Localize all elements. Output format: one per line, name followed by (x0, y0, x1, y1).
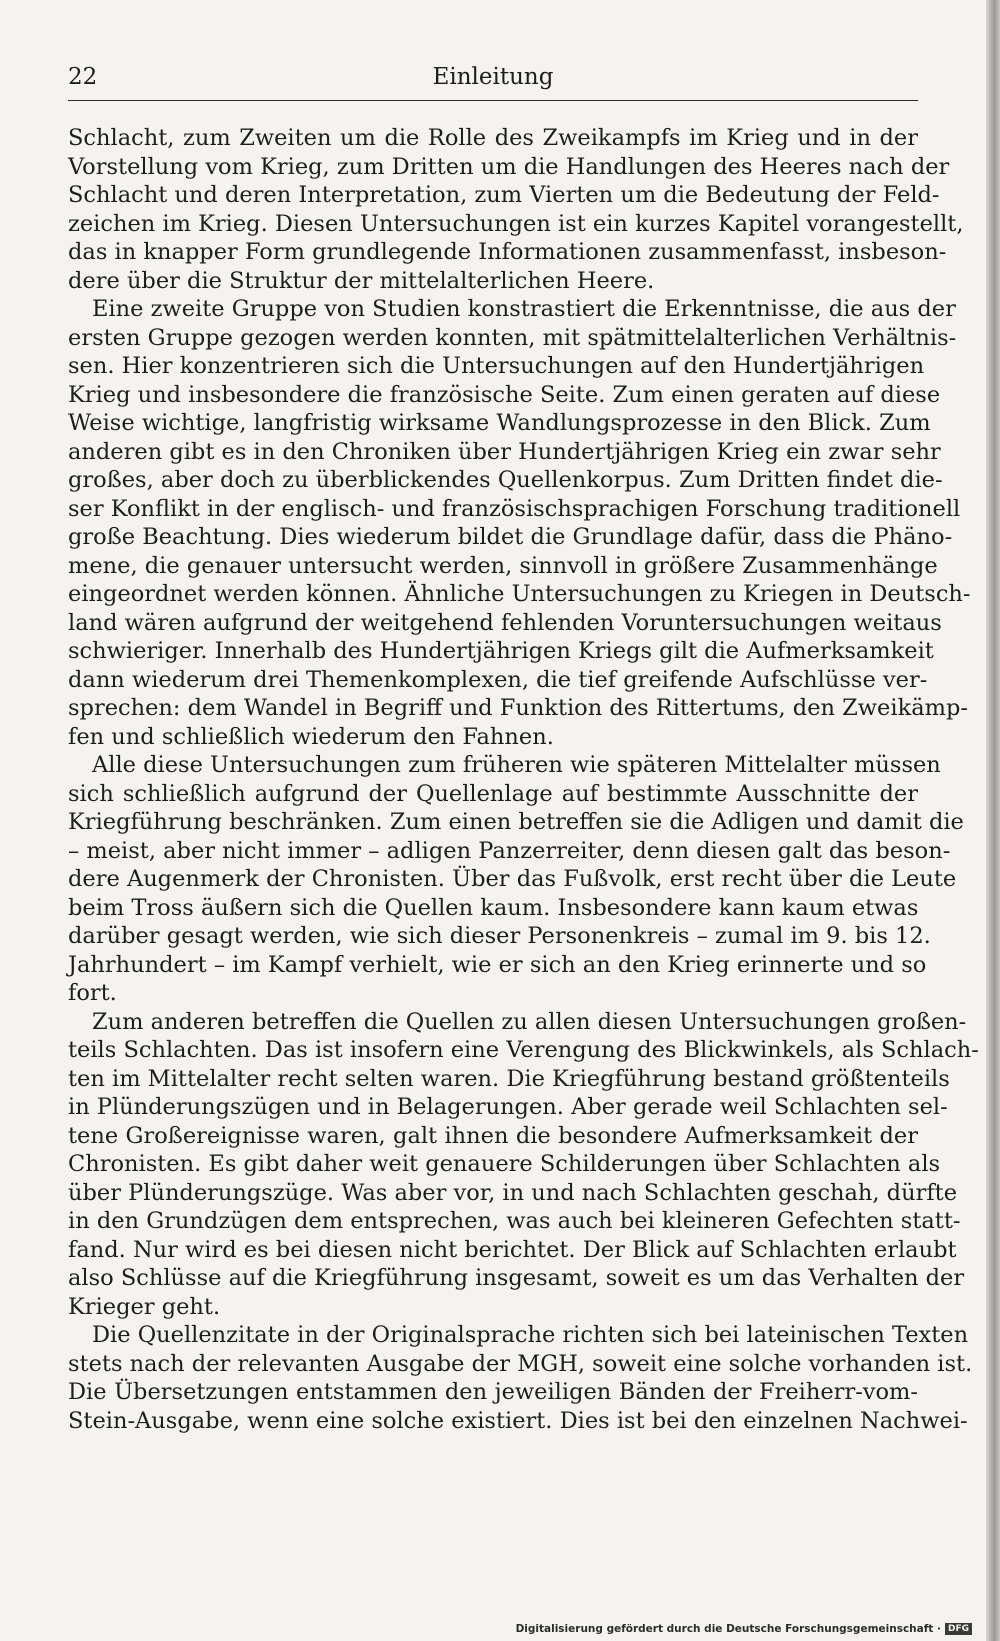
text-line: Chronisten. Es gibt daher weit genauere Schilderungen über Schlachten als (68, 1151, 941, 1177)
text-line: Eine zweite Gruppe von Studien konstrastiert die Erkenntnisse, die aus der (92, 296, 956, 322)
text-line: große Beachtung. Dies wiederum bildet die Grundlage dafür, dass die Phäno- (68, 524, 953, 550)
text-line: mene, die genauer untersucht werden, sinnvoll in größere Zusammenhänge (68, 552, 938, 579)
body-text (68, 124, 979, 1435)
text-line: über Plünderungszüge. Was aber vor, in und nach Schlachten geschah, dürfte (68, 1179, 958, 1206)
text-line: dere Augenmerk der Chronisten. Über das Fußvolk, erst recht über die Leute (68, 866, 957, 892)
page-number: 22 (68, 64, 98, 90)
running-title: Einleitung (432, 64, 554, 90)
text-line: Krieg und insbesondere die französische Seite. Zum einen geraten auf diese (68, 381, 941, 408)
page-header (68, 64, 918, 94)
text-line: eingeordnet werden können. Ähnliche Untersuchungen zu Kriegen in Deutsch- (68, 581, 971, 607)
text-line: land wären aufgrund der weitgehend fehlenden Voruntersuchungen weitaus (68, 609, 942, 636)
text-line: Alle diese Untersuchungen zum früheren wie späteren Mittelalter müssen (92, 752, 941, 778)
digitization-credit (516, 1623, 972, 1637)
text-line: fand. Nur wird es bei diesen nicht berichtet. Der Blick auf Schlachten erlaubt (68, 1236, 957, 1263)
text-line: in den Grundzügen dem entsprechen, was auch bei kleineren Gefechten statt- (68, 1208, 961, 1234)
text-line: Vorstellung vom Krieg, zum Dritten um die Handlungen des Heeres nach der (68, 153, 950, 180)
paragraph (68, 124, 964, 295)
paragraph (68, 295, 971, 751)
text-line: Die Quellenzitate in der Originalsprache richten sich bei lateinischen Texten (92, 1322, 969, 1348)
text-line: dere über die Struktur der mittelalterlichen Heere. (68, 267, 655, 294)
text-line: ser Konflikt in der englisch- und französischsprachigen Forschung traditionell (68, 495, 961, 522)
text-line: anderen gibt es in den Chroniken über Hundertjährigen Krieg ein zwar sehr (68, 438, 941, 465)
text-line: das in knapper Form grundlegende Informationen zusammenfasst, insbeson- (68, 239, 947, 265)
text-line: tene Großereignisse waren, galt ihnen die besondere Aufmerksamkeit der (68, 1122, 918, 1149)
text-line: zeichen im Krieg. Diesen Untersuchungen ist ein kurzes Kapitel vorangestellt, (68, 210, 964, 237)
text-line: sen. Hier konzentrieren sich die Untersuchungen auf den Hundertjährigen (68, 353, 925, 379)
text-line: dann wiederum drei Themenkomplexen, die tief greifende Aufschlüsse ver- (68, 666, 928, 693)
text-line: also Schlüsse auf die Kriegführung insgesamt, soweit es um das Verhalten der (68, 1265, 965, 1291)
text-line: in Plünderungszügen und in Belagerungen. Aber gerade weil Schlachten sel- (68, 1094, 948, 1120)
text-line: Die Übersetzungen entstammen den jeweiligen Bänden der Freiherr-vom- (68, 1379, 918, 1405)
text-line: sprechen: dem Wandel in Begriff und Funktion des Rittertums, den Zweikämp- (68, 695, 968, 721)
text-line: fen und schließlich wiederum den Fahnen. (68, 723, 554, 750)
header-rule (68, 100, 918, 101)
text-line: ersten Gruppe gezogen werden konnten, mit spätmittelalterlichen Verhältnis- (68, 324, 957, 351)
text-line: Stein-Ausgabe, wenn eine solche existiert. Dies ist bei den einzelnen Nachwei- (68, 1407, 968, 1434)
paragraph (68, 751, 964, 1008)
text-line: sich schließlich aufgrund der Quellenlage auf bestimmte Ausschnitte der (68, 780, 918, 807)
text-line: darüber gesagt werden, wie sich dieser Personenkreis – zumal im 9. bis 12. (68, 923, 931, 949)
text-line: beim Tross äußern sich die Quellen kaum. Insbesondere kann kaum etwas (68, 894, 919, 921)
digitization-credit-text: Digitalisierung gefördert durch die Deutsche Forschungsgemeinschaft · (515, 1623, 941, 1635)
text-line: Jahrhundert – im Kampf verhielt, wie er sich an den Krieg erinnerte und so (68, 951, 927, 978)
paragraph (68, 1008, 979, 1322)
paragraph (68, 1321, 973, 1435)
text-line: Schlacht, zum Zweiten um die Rolle des Zweikampfs im Krieg und in der (68, 125, 918, 151)
page-edge-shadow (986, 0, 1000, 1641)
text-line: großes, aber doch zu überblickendes Quellenkorpus. Zum Dritten findet die- (68, 467, 943, 493)
text-line: Kriegführung beschränken. Zum einen betreffen sie die Adligen und damit die (68, 809, 964, 835)
text-line: Krieger geht. (68, 1293, 221, 1320)
text-line: Schlacht und deren Interpretation, zum Vierten um die Bedeutung der Feld- (68, 182, 940, 208)
text-line: fort. (68, 980, 117, 1006)
text-line: – meist, aber nicht immer – adligen Panzerreiter, denn diesen galt das beson- (68, 837, 951, 864)
text-line: ten im Mittelalter recht selten waren. Die Kriegführung bestand größtenteils (68, 1065, 950, 1092)
text-line: Weise wichtige, langfristig wirksame Wandlungsprozesse in den Blick. Zum (68, 410, 931, 436)
text-line: Zum anderen betreffen die Quellen zu allen diesen Untersuchungen großen- (92, 1008, 967, 1035)
text-line: stets nach der relevanten Ausgabe der MGH, soweit eine solche vorhanden ist. (68, 1350, 973, 1377)
text-line: teils Schlachten. Das ist insofern eine Verengung des Blickwinkels, als Schlach- (68, 1037, 979, 1063)
dfg-logo: DFG (945, 1623, 972, 1635)
text-line: schwieriger. Innerhalb des Hundertjährigen Kriegs gilt die Aufmerksamkeit (68, 638, 934, 664)
